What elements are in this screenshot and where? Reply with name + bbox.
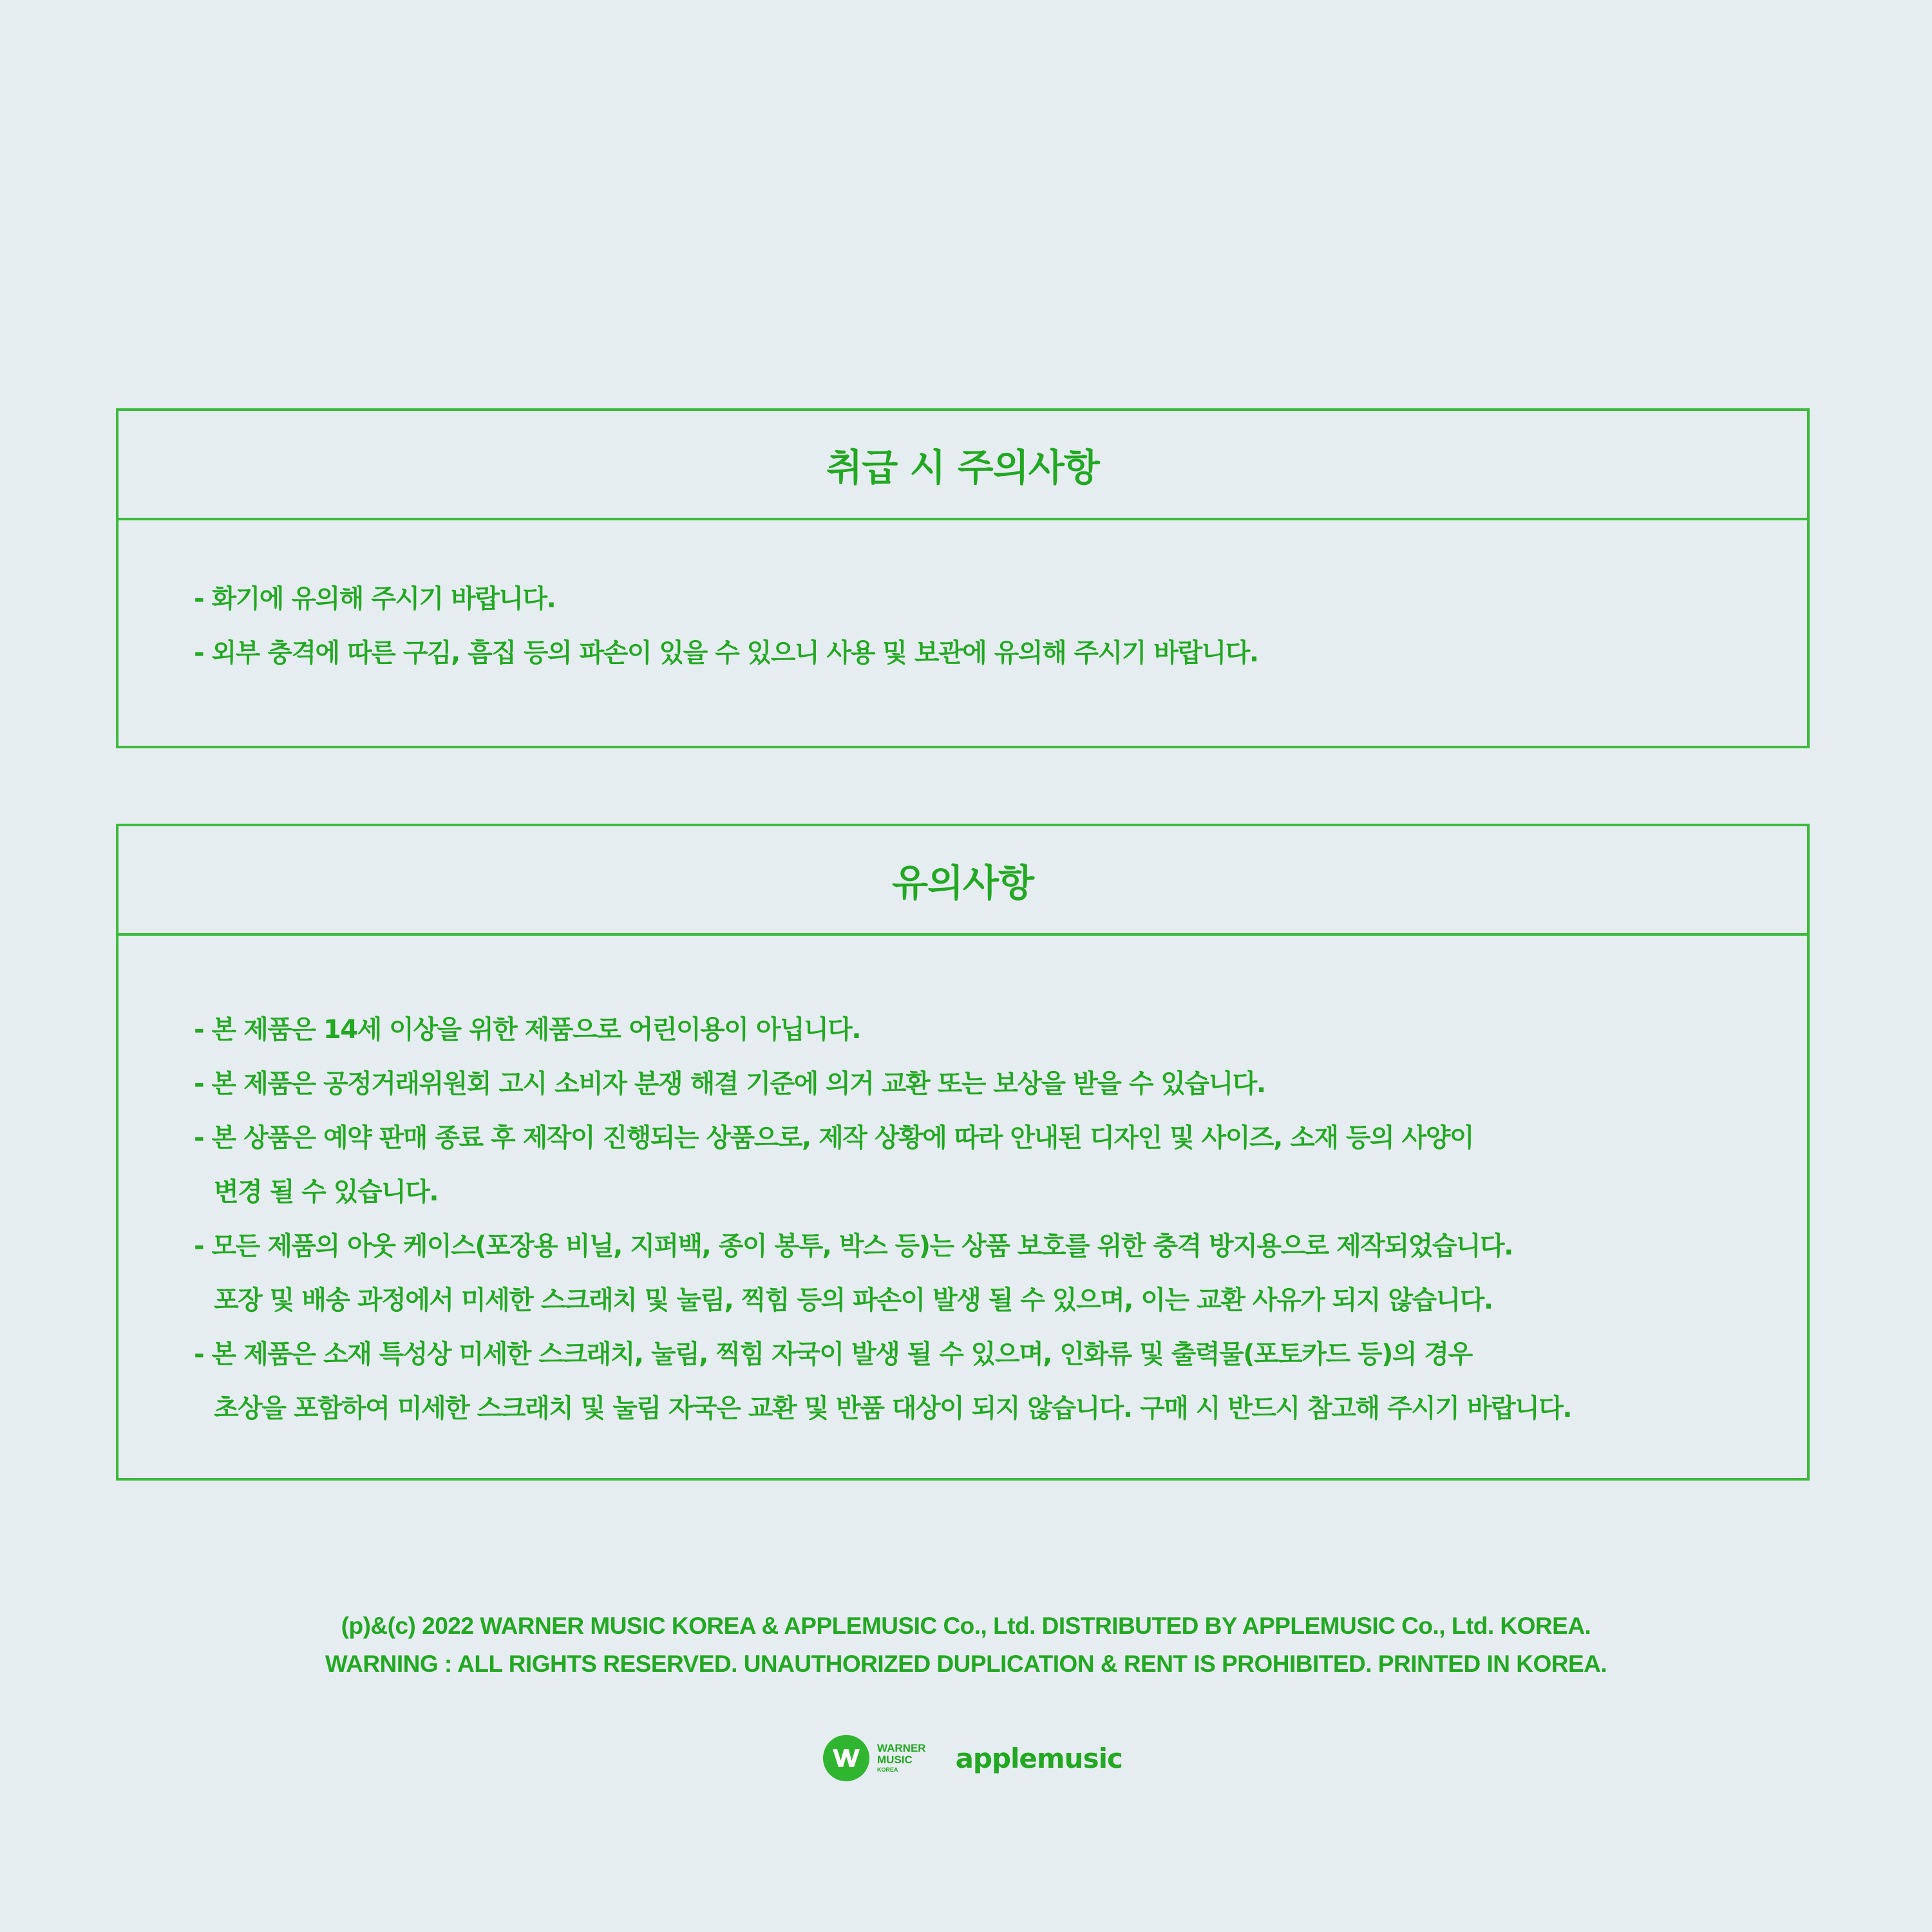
handling-line-1: - 화기에 유의해 주시기 바랍니다. [194,584,556,614]
handling-line-2: - 외부 충격에 따른 구김, 흠집 등의 파손이 있을 수 있으니 사용 및 보관에 유의해 주시기 바랍니다. [194,638,1258,668]
caution-line-1: - 본 제품은 14세 이상을 위한 제품으로 어린이용이 아닙니다. [194,1015,861,1045]
caution-line-6: 포장 및 배송 과정에서 미세한 스크래치 및 눌림, 찍힘 등의 파손이 발생 될 수 있으며, 이는 교환 사유가 되지 않습니다. [214,1285,1493,1315]
warner-logo-line-1: WARNER [877,1742,926,1754]
warner-logo-text [877,1743,926,1774]
warner-w-icon [823,1735,869,1781]
handling-precautions-body [118,520,1807,680]
caution-title: 유의사항 [891,861,1034,905]
warning-text: WARNING : ALL RIGHTS RESERVED. UNAUTHORIZED DUPLICATION & RENT IS PROHIBITED. PRINTED IN KOREA. [325,1651,1607,1677]
caution-line-3: - 본 상품은 예약 판매 종료 후 제작이 진행되는 상품으로, 제작 상황에 따라 안내된 디자인 및 사이즈, 소재 등의 사양이 [194,1123,1474,1153]
caution-line-4: 변경 될 수 있습니다. [214,1177,439,1207]
caution-line-2: - 본 제품은 공정거래위원회 고시 소비자 분쟁 해결 기준에 의거 교환 또는 보상을 받을 수 있습니다. [194,1069,1265,1099]
handling-precautions-title: 취급 시 주의사항 [826,446,1099,489]
warner-music-korea-logo [823,1735,926,1781]
caution-line-5: - 모든 제품의 아웃 케이스(포장용 비닐, 지퍼백, 종이 봉투, 박스 등)는 상품 보호를 위한 충격 방지용으로 제작되었습니다. [194,1231,1513,1261]
caution-header [118,826,1807,936]
handling-precautions-box [116,408,1810,748]
warner-logo-line-3: KOREA [877,1766,898,1773]
caution-line-7: - 본 제품은 소재 특성상 미세한 스크래치, 눌림, 찍힘 자국이 발생 될 수 있으며, 인화류 및 출력물(포토카드 등)의 경우 [194,1340,1472,1369]
logo-row [823,1732,1122,1784]
applemusic-logo: applemusic [955,1742,1122,1774]
caution-line-8: 초상을 포함하여 미세한 스크래치 및 눌림 자국은 교환 및 반품 대상이 되지 않습니다. 구매 시 반드시 참고해 주시기 바랍니다. [214,1394,1572,1423]
handling-precautions-header [118,411,1807,520]
caution-body [118,936,1807,1435]
caution-box [116,824,1810,1481]
copyright-text: (p)&(c) 2022 WARNER MUSIC KOREA & APPLEMUSIC Co., Ltd. DISTRIBUTED BY APPLEMUSIC Co., Ltd. KOREA. [341,1613,1591,1639]
warner-logo-line-2: MUSIC [877,1754,913,1766]
